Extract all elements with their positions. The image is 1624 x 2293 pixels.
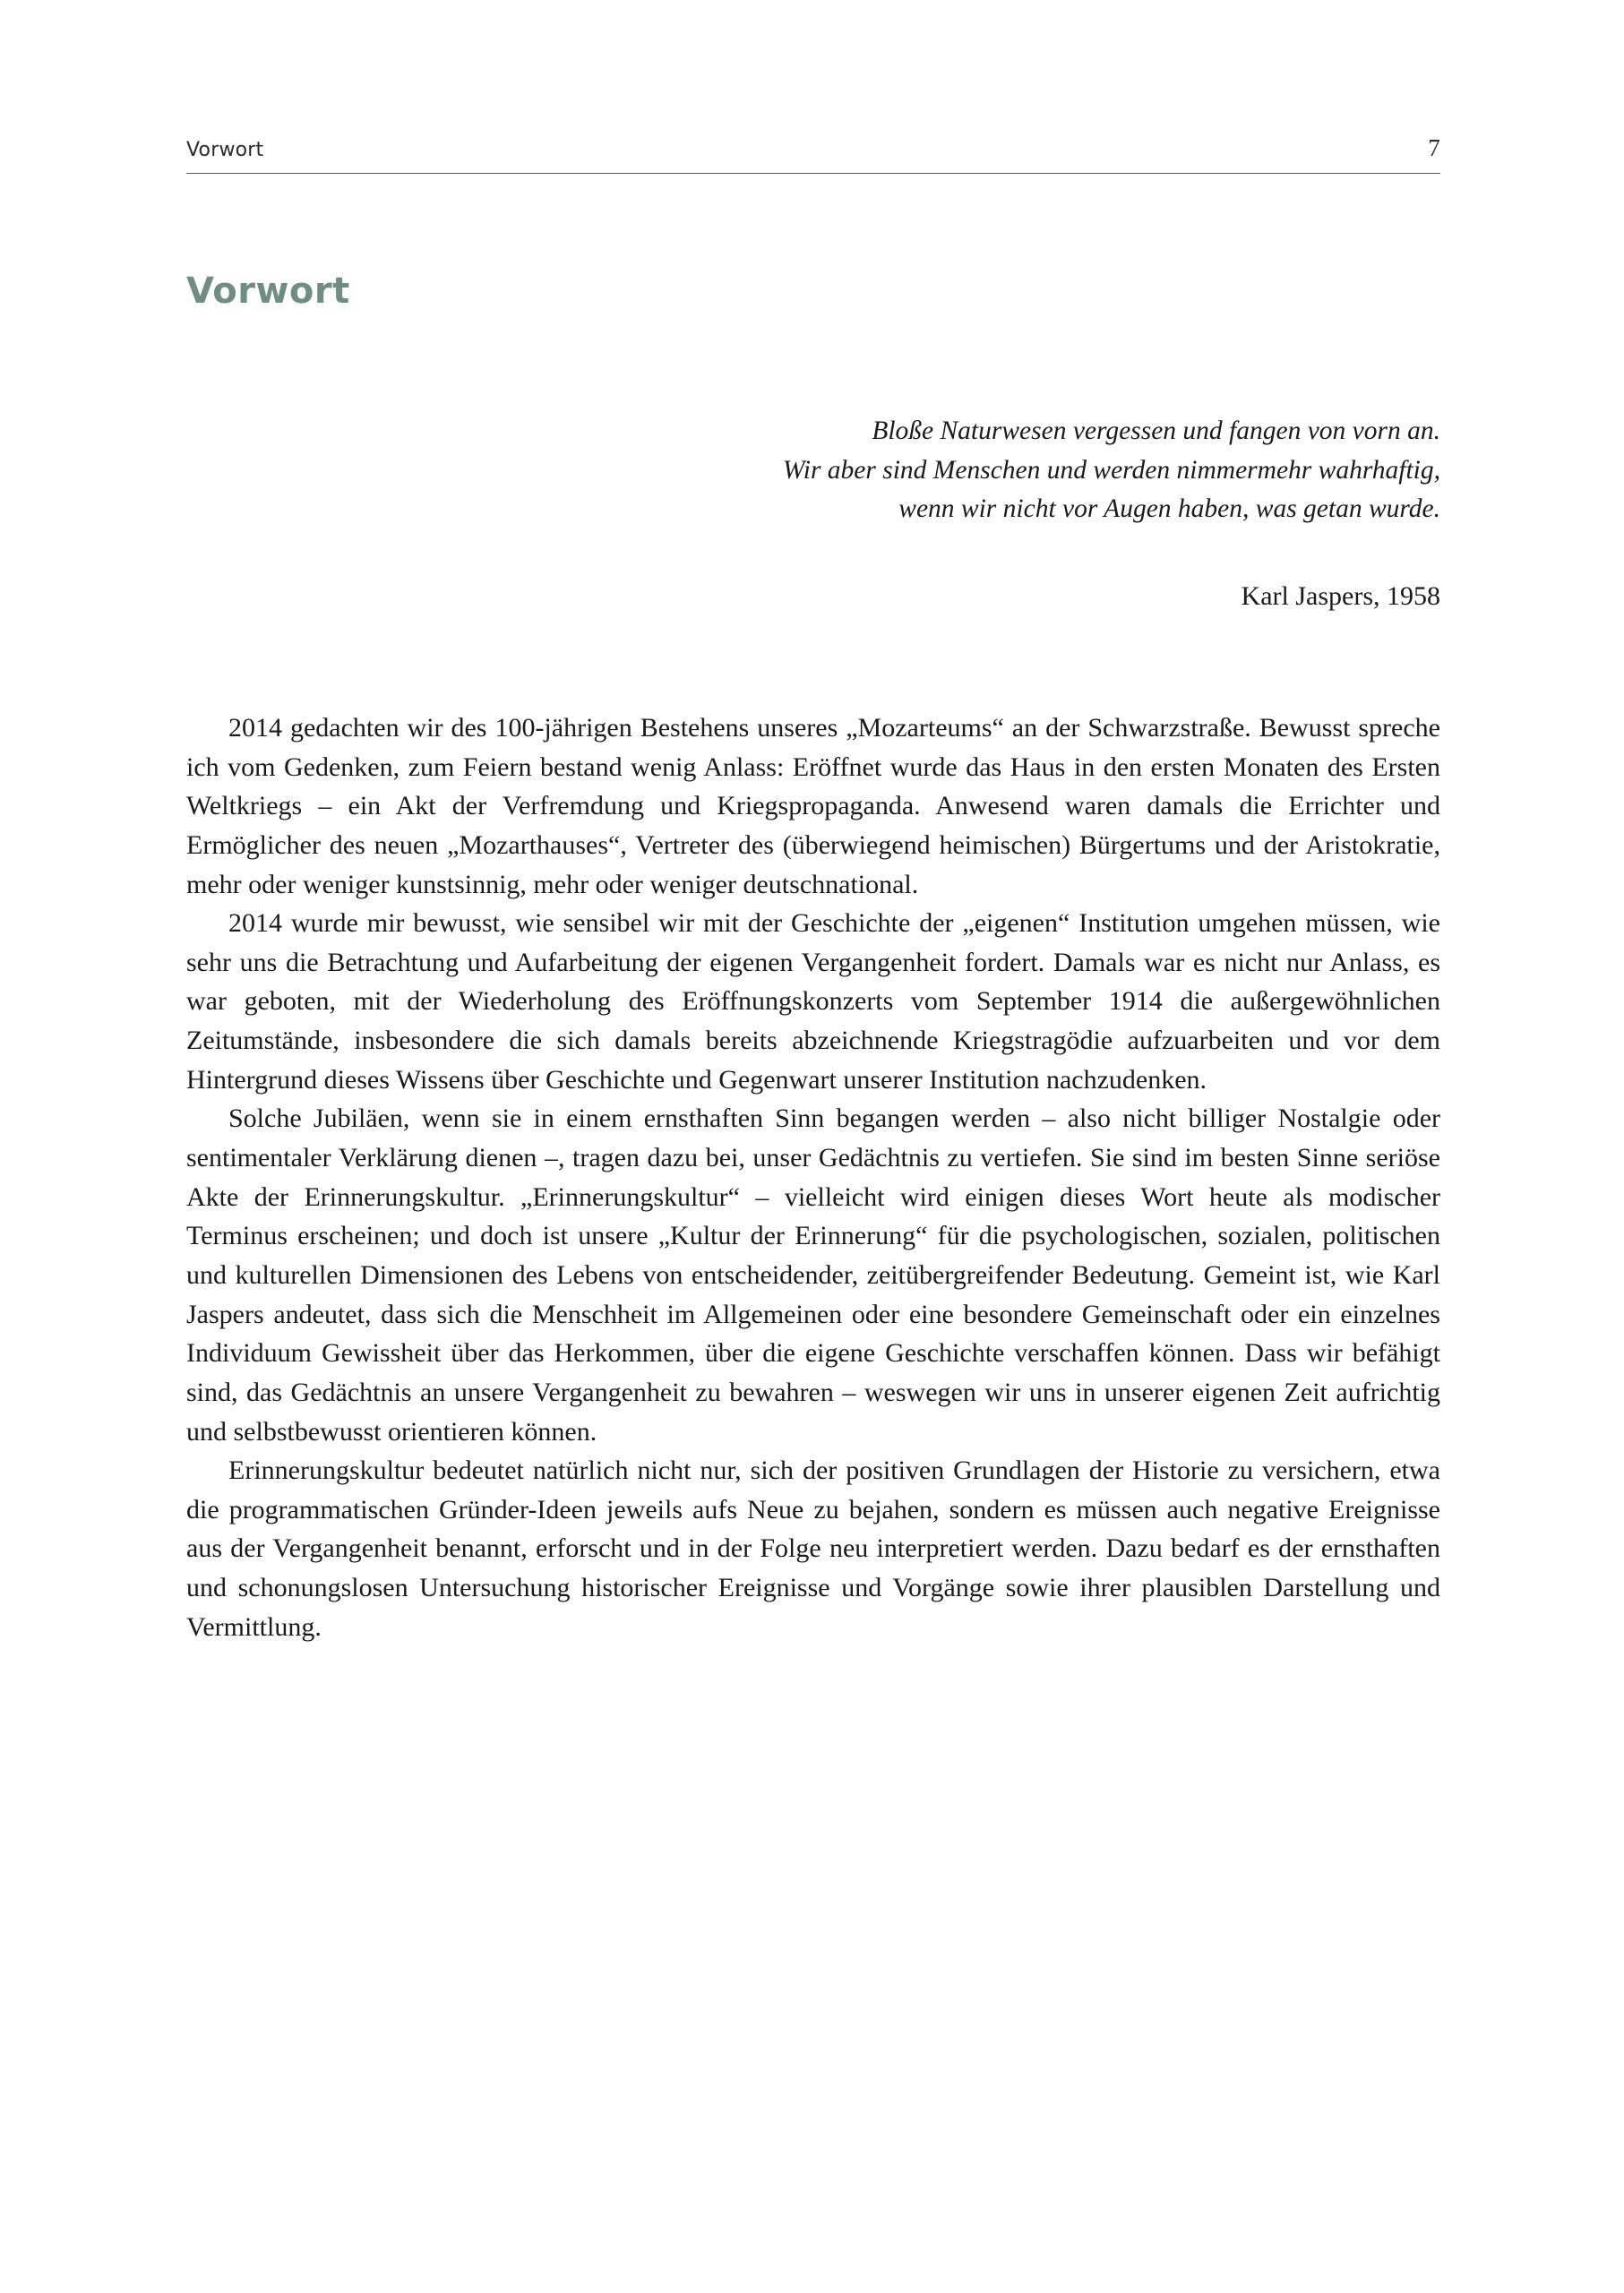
epigraph — [186, 412, 1440, 529]
epigraph-line: Bloße Naturwesen vergessen und fangen von vorn an. — [872, 417, 1440, 445]
paragraph: Solche Jubiläen, wenn sie in einem ernsthaften Sinn begangen werden – also nicht billiger Nostalgie oder sentimentaler Verklärung dienen –, tragen dazu bei, unser Gedächtnis zu vertiefen. Sie sind im besten Sinne seriöse Akte der Erinnerungskultur. „Erinnerungskultur“ – vielleicht wird einigen dieses Wort heute als modischer Terminus erscheinen; und doch ist unsere „Kultur der Erinnerung“ für die psychologischen, sozialen, politischen und kulturellen Dimensionen des Lebens von entscheidender, zeitübergreifender Bedeutung. Gemeint ist, wie Karl Jaspers andeutet, dass sich die Menschheit im Allgemeinen oder eine besondere Gemeinschaft oder ein einzelnes Individuum Gewissheit über das Herkommen, über die eigene Geschichte verschaffen können. Dass wir befähigt sind, das Gedächtnis an unsere Vergangenheit zu bewahren – weswegen wir uns in unserer eigenen Zeit aufrichtig und selbstbewusst orientieren können. — [186, 1104, 1440, 1447]
epigraph-line: wenn wir nicht vor Augen haben, was getan wurde. — [898, 494, 1440, 524]
epigraph-line: Wir aber sind Menschen und werden nimmermehr wahrhaftig, — [782, 455, 1440, 485]
epigraph-attribution: Karl Jaspers, 1958 — [1241, 580, 1440, 611]
page-number: 7 — [1428, 134, 1440, 161]
chapter-title: Vorwort — [186, 271, 350, 312]
paragraph: 2014 gedachten wir des 100-jährigen Bestehens unseres „Mozarteums“ an der Schwarzstraße. Bewusst spreche ich vom Gedenken, zum Feiern bestand wenig Anlass: Eröffnet wurde das Haus in den ersten Monaten des Ersten Weltkriegs – ein Akt der Verfremdung und Kriegspropaganda. Anwesend waren damals die Errichter und Ermöglicher des neuen „Mozarthauses“, Vertreter des (überwiegend heimischen) Bürgertums und der Aristokratie, mehr oder weniger kunstsinnig, mehr oder weniger deutschnational. — [186, 712, 1440, 899]
body-text — [186, 709, 1440, 1646]
running-head-title: Vorwort — [186, 139, 264, 161]
page-content — [186, 134, 1440, 1646]
running-head — [186, 134, 1440, 174]
paragraph: Erinnerungskultur bedeutet natürlich nicht nur, sich der positiven Grundlagen der Historie zu versichern, etwa die programmatischen Gründer-Ideen jeweils aufs Neue zu bejahen, sondern es müssen auch negative Ereignisse aus der Vergangenheit benannt, erforscht und in der Folge neu interpretiert werden. Dazu bedarf es der ernsthaften und schonungslosen Untersuchung historischer Ereignisse und Vorgänge sowie ihrer plausiblen Darstellung und Vermittlung. — [186, 1456, 1440, 1642]
paragraph: 2014 wurde mir bewusst, wie sensibel wir mit der Geschichte der „eigenen“ Institution umgehen müssen, wie sehr uns die Betrachtung und Aufarbeitung der eigenen Vergangenheit fordert. Damals war es nicht nur Anlass, es war geboten, mit der Wiederholung des Eröffnungskonzerts vom September 1914 die außergewöhnlichen Zeitumstände, insbesondere die sich damals bereits abzeichnende Kriegstragödie aufzuarbeiten und vor dem Hintergrund dieses Wissens über Geschichte und Gegenwart unserer Institution nachzudenken. — [186, 908, 1440, 1095]
